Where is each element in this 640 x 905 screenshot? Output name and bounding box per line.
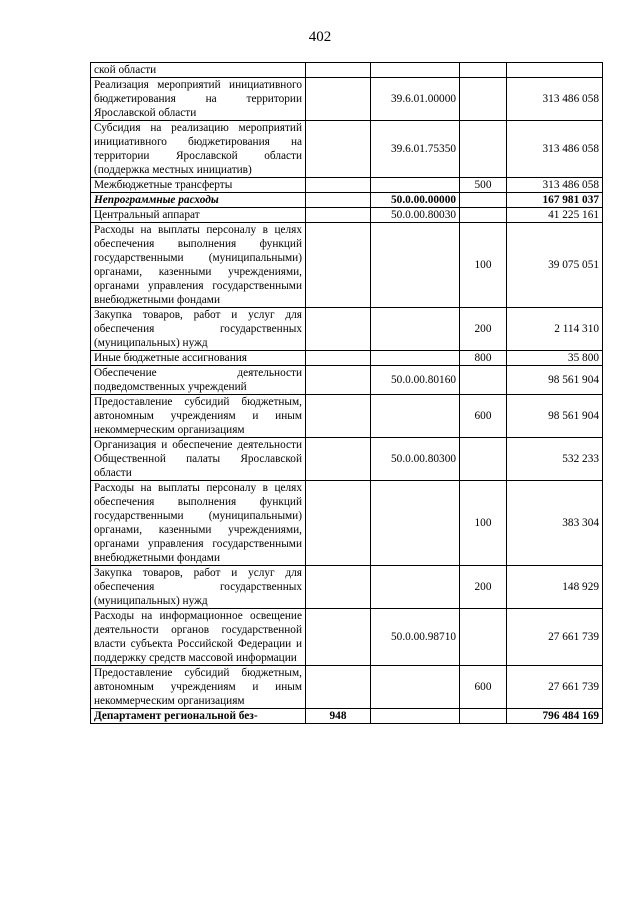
row-ministry-code bbox=[306, 121, 371, 178]
table-row bbox=[91, 438, 603, 481]
row-ministry-code bbox=[306, 223, 371, 308]
row-expense-kind bbox=[460, 63, 507, 78]
table-row bbox=[91, 121, 603, 178]
table-row bbox=[91, 63, 603, 78]
row-target-code bbox=[371, 308, 460, 351]
row-ministry-code bbox=[306, 78, 371, 121]
row-expense-kind bbox=[460, 438, 507, 481]
row-expense-kind: 100 bbox=[460, 481, 507, 566]
row-name: Иные бюджетные ассигнования bbox=[91, 351, 306, 366]
row-sum: 27 661 739 bbox=[507, 609, 603, 666]
row-ministry-code bbox=[306, 395, 371, 438]
table-row bbox=[91, 709, 603, 724]
row-sum: 796 484 169 bbox=[507, 709, 603, 724]
row-expense-kind bbox=[460, 609, 507, 666]
row-sum: 167 981 037 bbox=[507, 193, 603, 208]
row-expense-kind: 100 bbox=[460, 223, 507, 308]
row-name: Центральный аппарат bbox=[91, 208, 306, 223]
row-ministry-code bbox=[306, 308, 371, 351]
table-row bbox=[91, 481, 603, 566]
row-sum: 313 486 058 bbox=[507, 78, 603, 121]
row-expense-kind bbox=[460, 193, 507, 208]
row-name: Расходы на выплаты персоналу в целях обеспечения выполнения функций государственными (муниципальными) органами, казенными учреждениями, органами управления государственными внебюджетными фондами bbox=[91, 481, 306, 566]
row-ministry-code: 948 bbox=[306, 709, 371, 724]
row-ministry-code bbox=[306, 178, 371, 193]
table-row bbox=[91, 178, 603, 193]
row-sum: 2 114 310 bbox=[507, 308, 603, 351]
row-target-code bbox=[371, 566, 460, 609]
row-ministry-code bbox=[306, 438, 371, 481]
row-name: Предоставление субсидий бюджетным, автономным учреждениям и иным некоммерческим организациям bbox=[91, 666, 306, 709]
row-target-code bbox=[371, 178, 460, 193]
table-row bbox=[91, 208, 603, 223]
table-row bbox=[91, 395, 603, 438]
row-expense-kind bbox=[460, 121, 507, 178]
row-ministry-code bbox=[306, 566, 371, 609]
row-sum: 27 661 739 bbox=[507, 666, 603, 709]
row-name: ской области bbox=[91, 63, 306, 78]
row-sum: 41 225 161 bbox=[507, 208, 603, 223]
row-ministry-code bbox=[306, 366, 371, 395]
row-name: Расходы на выплаты персоналу в целях обеспечения выполнения функций государственными (муниципальными) органами, казенными учреждениями, органами управления государственными внебюджетными фондами bbox=[91, 223, 306, 308]
row-sum: 148 929 bbox=[507, 566, 603, 609]
row-expense-kind bbox=[460, 366, 507, 395]
row-name: Субсидия на реализацию мероприятий инициативного бюджетирования на территории Ярославской области (поддержка местных инициатив) bbox=[91, 121, 306, 178]
row-target-code: 50.0.00.80160 bbox=[371, 366, 460, 395]
row-expense-kind: 200 bbox=[460, 308, 507, 351]
row-target-code bbox=[371, 395, 460, 438]
row-expense-kind bbox=[460, 208, 507, 223]
row-sum: 532 233 bbox=[507, 438, 603, 481]
row-target-code bbox=[371, 223, 460, 308]
row-sum bbox=[507, 63, 603, 78]
row-sum: 98 561 904 bbox=[507, 395, 603, 438]
page-number: 402 bbox=[308, 29, 332, 45]
row-sum: 98 561 904 bbox=[507, 366, 603, 395]
row-name: Непрограммные расходы bbox=[91, 193, 306, 208]
row-ministry-code bbox=[306, 193, 371, 208]
table-row bbox=[91, 666, 603, 709]
row-sum: 313 486 058 bbox=[507, 121, 603, 178]
row-name: Предоставление субсидий бюджетным, автономным учреждениям и иным некоммерческим организациям bbox=[91, 395, 306, 438]
table-row bbox=[91, 566, 603, 609]
row-expense-kind: 600 bbox=[460, 666, 507, 709]
row-target-code: 39.6.01.00000 bbox=[371, 78, 460, 121]
row-name: Реализация мероприятий инициативного бюджетирования на территории Ярославской области bbox=[91, 78, 306, 121]
row-target-code bbox=[371, 63, 460, 78]
budget-table bbox=[90, 62, 603, 724]
row-ministry-code bbox=[306, 481, 371, 566]
table-row bbox=[91, 78, 603, 121]
row-target-code bbox=[371, 709, 460, 724]
row-ministry-code bbox=[306, 351, 371, 366]
row-ministry-code bbox=[306, 208, 371, 223]
row-sum: 39 075 051 bbox=[507, 223, 603, 308]
row-name: Обеспечение деятельности подведомственных учреждений bbox=[91, 366, 306, 395]
row-target-code bbox=[371, 351, 460, 366]
row-expense-kind: 800 bbox=[460, 351, 507, 366]
row-sum: 35 800 bbox=[507, 351, 603, 366]
row-target-code: 50.0.00.98710 bbox=[371, 609, 460, 666]
row-target-code: 39.6.01.75350 bbox=[371, 121, 460, 178]
row-name: Департамент региональной без- bbox=[91, 709, 306, 724]
row-name: Организация и обеспечение деятельности Общественной палаты Ярославской области bbox=[91, 438, 306, 481]
row-name: Закупка товаров, работ и услуг для обеспечения государственных (муниципальных) нужд bbox=[91, 308, 306, 351]
row-ministry-code bbox=[306, 609, 371, 666]
table-row bbox=[91, 193, 603, 208]
row-ministry-code bbox=[306, 63, 371, 78]
row-expense-kind bbox=[460, 78, 507, 121]
row-expense-kind: 500 bbox=[460, 178, 507, 193]
row-name: Межбюджетные трансферты bbox=[91, 178, 306, 193]
table-row bbox=[91, 351, 603, 366]
row-expense-kind: 600 bbox=[460, 395, 507, 438]
table-row bbox=[91, 609, 603, 666]
row-target-code: 50.0.00.80030 bbox=[371, 208, 460, 223]
row-target-code: 50.0.00.80300 bbox=[371, 438, 460, 481]
row-ministry-code bbox=[306, 666, 371, 709]
row-expense-kind: 200 bbox=[460, 566, 507, 609]
table-row bbox=[91, 223, 603, 308]
row-target-code bbox=[371, 666, 460, 709]
table-row bbox=[91, 308, 603, 351]
row-expense-kind bbox=[460, 709, 507, 724]
row-sum: 313 486 058 bbox=[507, 178, 603, 193]
row-sum: 383 304 bbox=[507, 481, 603, 566]
row-target-code bbox=[371, 481, 460, 566]
table-row bbox=[91, 366, 603, 395]
row-target-code: 50.0.00.00000 bbox=[371, 193, 460, 208]
row-name: Расходы на информационное освещение деятельности органов государственной власти субъекта Российской Федерации и поддержку средств массовой информации bbox=[91, 609, 306, 666]
row-name: Закупка товаров, работ и услуг для обеспечения государственных (муниципальных) нужд bbox=[91, 566, 306, 609]
